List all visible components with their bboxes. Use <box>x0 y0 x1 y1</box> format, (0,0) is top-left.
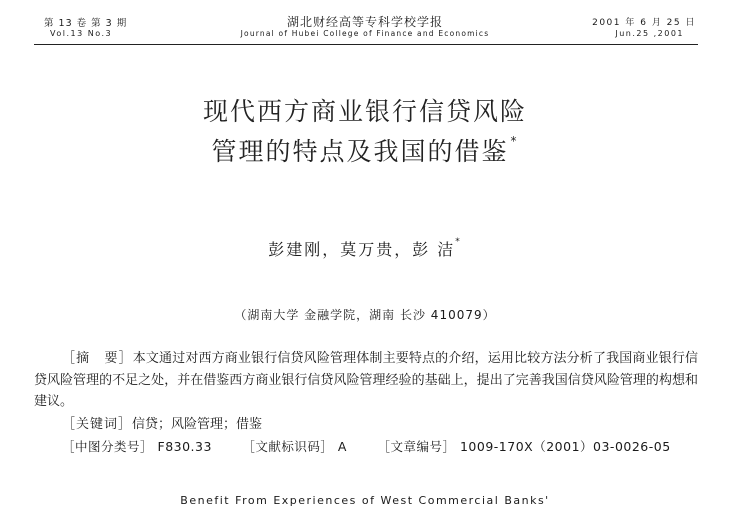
header-rule <box>34 44 698 45</box>
doc-code-value: A <box>337 439 347 454</box>
article-title-line2 <box>0 132 730 168</box>
affiliation: （湖南大学 金融学院，湖南 长沙 410079） <box>234 308 496 322</box>
abstract-text: 本文通过对西方商业银行信贷风险管理体制主要特点的介绍，运用比较方法分析了我国商业银行信贷风险管理的不足之处，并在借鉴西方商业银行信贷风险管理经验的基础上，提出了完善我国信贷风险管理的构想和建议。 <box>34 351 698 409</box>
abstract-label: ［摘 要］ <box>62 351 133 366</box>
doc-code-label: ［文献标识码］ <box>242 439 334 454</box>
article-title-line1: 现代西方商业银行信贷风险 <box>202 97 527 126</box>
author-footnote-marker: * <box>455 237 462 247</box>
clc-value: F830.33 <box>157 439 212 454</box>
header-date-en: Jun.25 ,2001 <box>615 29 684 38</box>
clc-label: ［中图分类号］ <box>62 439 154 454</box>
article-title-line2-text: 管理的特点及我国的借鉴 <box>211 137 509 166</box>
authors <box>0 237 730 260</box>
keywords-label: ［关键词］ <box>62 417 133 432</box>
journal-name-en: Journal of Hubei College of Finance and Economics <box>240 29 490 38</box>
abstract <box>34 348 698 413</box>
author-names: 彭建刚，莫万贵，彭 洁 <box>268 240 456 259</box>
article-id-label: ［文章编号］ <box>377 439 456 454</box>
header-date-cn: 2001 年 6 月 25 日 <box>592 18 696 28</box>
title-footnote-marker: * <box>510 134 519 148</box>
classification-line <box>62 437 671 455</box>
keywords-text: 信贷；风险管理；借鉴 <box>132 417 263 432</box>
header-volume-en: Vol.13 No.3 <box>50 29 113 38</box>
article-id-value: 1009-170X（2001）03-0026-05 <box>459 439 671 454</box>
header-volume-cn: 第 13 卷 第 3 期 <box>44 18 128 29</box>
journal-name-cn: 湖北财经高等专科学校学报 <box>286 15 443 29</box>
english-title: Benefit From Experiences of West Commercial Banks' <box>180 494 550 507</box>
keywords <box>62 413 262 432</box>
